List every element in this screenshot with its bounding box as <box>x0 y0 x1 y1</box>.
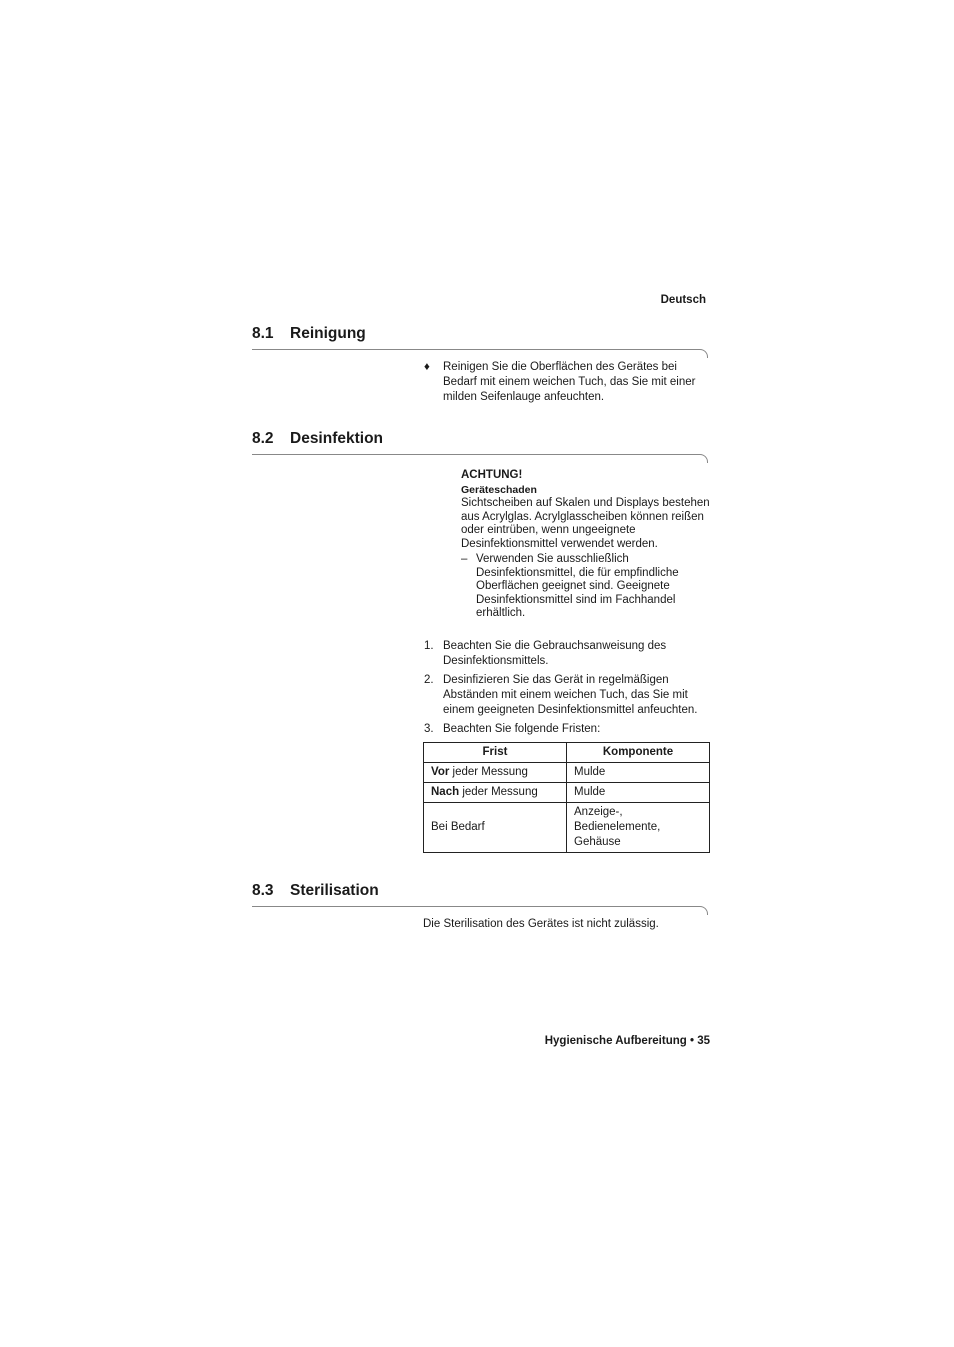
table-row <box>424 763 710 783</box>
step-text: Beachten Sie folgende Fristen: <box>443 723 601 735</box>
bullet-text: Reinigen Sie die Oberflächen des Gerätes bei Bedarf mit einem weichen Tuch, das Sie mit einer milden Seifenlauge anfeuchten. <box>443 361 696 403</box>
table-row <box>424 803 710 853</box>
table-row <box>424 783 710 803</box>
warning-box <box>461 468 711 621</box>
section-rule <box>252 349 700 350</box>
warning-action-text: Verwenden Sie ausschließlich Desinfektionsmittel, die für empfindliche Oberflächen geeignet sind. Geeignete Desinfektionsmittel sind im Fachhandel erhältlich. <box>476 553 679 619</box>
section-title: Reinigung <box>290 325 366 342</box>
step-number: 1. <box>424 640 434 652</box>
table-cell <box>424 783 567 803</box>
table-cell: Bei Bedarf <box>424 803 567 853</box>
cell-line: Anzeige-, <box>574 806 623 818</box>
list-item <box>424 360 714 405</box>
list-item <box>424 722 714 737</box>
section-rule <box>252 454 700 455</box>
table-cell <box>424 763 567 783</box>
warning-title: ACHTUNG! <box>461 469 523 481</box>
section-title: Sterilisation <box>290 882 379 899</box>
section-rule <box>252 906 700 907</box>
section-heading-desinfektion <box>252 430 383 448</box>
section-number: 8.1 <box>252 325 274 342</box>
step-text: Desinfizieren Sie das Gerät in regelmäßigen Abständen mit einem weichen Tuch, das Sie mit einem geeigneten Desinfektionsmittel anfeuchten. <box>443 674 698 716</box>
warning-action <box>461 553 711 621</box>
step-number: 3. <box>424 723 434 735</box>
cell-text: jeder Messung <box>449 766 528 778</box>
table-cell: Mulde <box>567 763 710 783</box>
cell-bold-text: Nach <box>431 786 460 798</box>
language-label: Deutsch <box>660 294 706 306</box>
step-text: Beachten Sie die Gebrauchsanweisung des Desinfektionsmittels. <box>443 640 667 667</box>
section-heading-sterilisation <box>252 882 379 900</box>
deadlines-table <box>423 742 710 853</box>
section-title: Desinfektion <box>290 430 384 447</box>
table-cell: Mulde <box>567 783 710 803</box>
column-header: Frist <box>424 743 567 763</box>
sterilisation-text: Die Sterilisation des Gerätes ist nicht zulässig. <box>423 918 659 930</box>
page-footer: Hygienische Aufbereitung • 35 <box>544 1035 710 1047</box>
cell-line: Bedienelemente, <box>574 821 661 833</box>
warning-text: Sichtscheiben auf Skalen und Displays bestehen aus Acrylglas. Acrylglasscheiben können reißen oder eintrüben, wenn ungeeignete Desinfektionsmittel verwendet werden. <box>461 497 710 550</box>
cell-bold-text: Vor <box>431 766 450 778</box>
section-heading-reinigung <box>252 325 366 343</box>
table-header-row <box>424 743 710 763</box>
warning-subtitle: Geräteschaden <box>461 484 537 496</box>
list-item <box>424 639 714 669</box>
table-cell <box>567 803 710 853</box>
diamond-bullet-icon: ♦ <box>424 361 430 373</box>
steps-list <box>424 639 714 741</box>
cell-line: Gehäuse <box>574 836 621 848</box>
section-number: 8.3 <box>252 882 274 899</box>
column-header: Komponente <box>567 743 710 763</box>
dash-icon: – <box>461 553 468 565</box>
step-number: 2. <box>424 674 434 686</box>
cell-text: jeder Messung <box>459 786 538 798</box>
section-number: 8.2 <box>252 430 274 447</box>
list-item <box>424 673 714 718</box>
